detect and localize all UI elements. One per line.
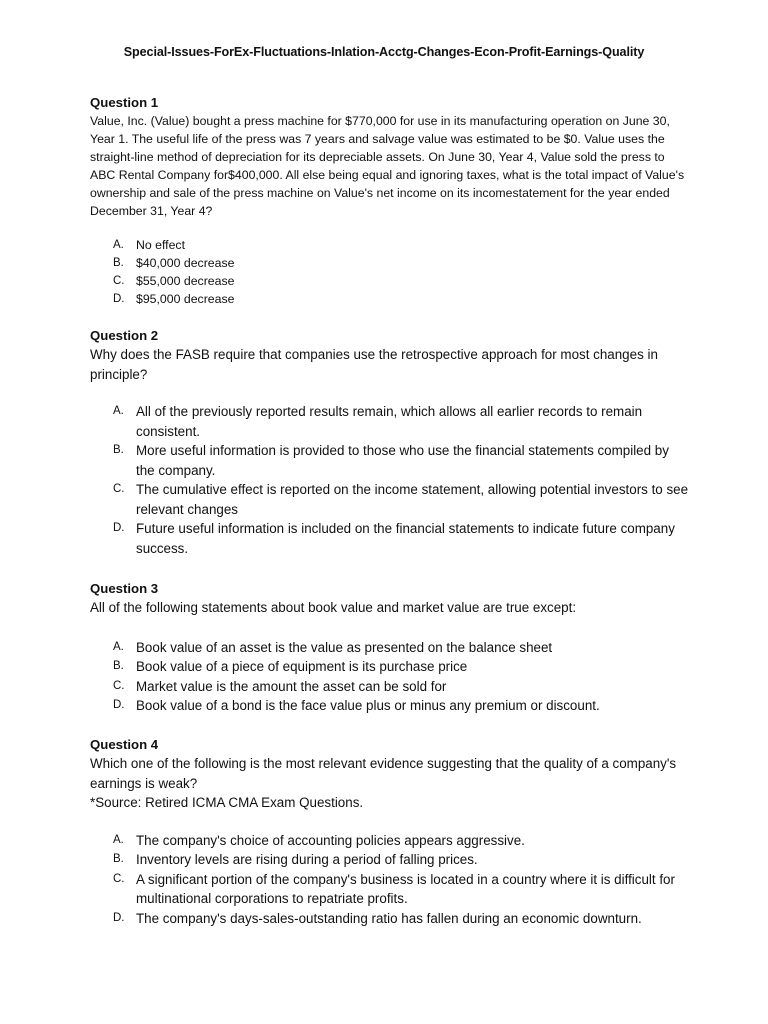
option-letter: C.: [113, 483, 125, 495]
option-letter: B.: [113, 257, 124, 269]
option-text: Book value of a bond is the face value plus or minus any premium or discount.: [136, 698, 600, 713]
question-heading: Question 1: [90, 95, 159, 110]
option-letter: C.: [113, 275, 125, 287]
answer-option: [90, 677, 690, 697]
answer-option: [90, 696, 690, 716]
question-text: Why does the FASB require that companies use the retrospective approach for most changes in principle?: [90, 347, 658, 382]
option-letter: D.: [113, 699, 125, 711]
answer-option: [90, 236, 690, 254]
option-text: The company's days-sales-outstanding ratio has fallen during an economic downturn.: [136, 910, 642, 926]
answer-option: [90, 831, 690, 851]
option-text: Book value of an asset is the value as presented on the balance sheet: [136, 639, 553, 655]
option-text: $40,000 decrease: [136, 256, 235, 270]
option-text: More useful information is provided to those who use the financial statements compiled by the company.: [136, 443, 669, 478]
question-text: Value, Inc. (Value) bought a press machine for $770,000 for use in its manufacturing operation on June 30, Year 1. The useful life of the press was 7 years and salvage value was estimated to be $0. Value uses the straight-line method of depreciation for its depreciable assets. On June 30, Year 4, Value sold the press to ABC Rental Company for$400,000. All else being equal and ignoring taxes, what is the total impact of Value's ownership and sale of the press machine on Value's net income on its incomestatement for the year ended December 31, Year 4?: [90, 114, 685, 218]
answer-option: [90, 290, 690, 308]
question-1: [90, 93, 690, 308]
option-letter: A.: [113, 833, 124, 846]
option-letter: B.: [113, 444, 124, 456]
answer-option: [90, 272, 690, 290]
option-text: $95,000 decrease: [136, 292, 235, 306]
option-letter: B.: [113, 660, 124, 672]
option-letter: D.: [113, 522, 125, 534]
option-letter: D.: [113, 293, 125, 305]
question-4: [90, 735, 690, 928]
option-letter: B.: [113, 853, 124, 865]
answer-option: [90, 402, 690, 441]
option-text: A significant portion of the company's business is located in a country where it is difficult for multinational corporations to repatriate profits.: [136, 871, 675, 906]
answer-option: [90, 909, 690, 929]
option-text: Market value is the amount the asset can be sold for: [136, 678, 447, 694]
question-text: All of the following statements about book value and market value are true except:: [90, 600, 577, 615]
option-letter: A.: [113, 239, 124, 251]
answer-option: [90, 870, 690, 909]
answer-option: [90, 254, 690, 272]
answer-option: [90, 850, 690, 870]
option-text: $55,000 decrease: [136, 274, 235, 288]
option-text: The cumulative effect is reported on the income statement, allowing potential investors to see relevant changes: [136, 482, 689, 517]
question-3: [90, 579, 690, 716]
option-letter: C.: [113, 679, 125, 692]
option-text: Inventory levels are rising during a period of falling prices.: [136, 852, 478, 867]
answer-option: [90, 519, 690, 558]
answer-option: [90, 657, 690, 677]
document-title: Special-Issues-ForEx-Fluctuations-Inlation-Acctg-Changes-Econ-Profit-Earnings-Quality: [123, 45, 645, 59]
question-text: Which one of the following is the most relevant evidence suggesting that the quality of a company's earnings is weak?: [90, 756, 677, 791]
answer-options: [90, 638, 690, 716]
answer-option: [90, 441, 690, 480]
question-2: [90, 326, 690, 558]
question-heading: Question 2: [90, 328, 159, 343]
option-text: Future useful information is included on the financial statements to indicate future company success.: [136, 521, 675, 556]
option-text: No effect: [136, 238, 185, 252]
question-source: *Source: Retired ICMA CMA Exam Questions.: [90, 795, 364, 810]
option-text: Book value of a piece of equipment is its purchase price: [136, 659, 468, 674]
option-text: All of the previously reported results remain, which allows all earlier records to remain consistent.: [136, 404, 643, 439]
answer-option: [90, 638, 690, 658]
option-letter: D.: [113, 911, 125, 924]
question-heading: Question 4: [90, 737, 159, 752]
option-letter: A.: [113, 640, 124, 653]
option-letter: A.: [113, 405, 124, 417]
answer-options: [90, 236, 690, 308]
option-letter: C.: [113, 872, 125, 885]
question-heading: Question 3: [90, 581, 159, 596]
option-text: The company's choice of accounting policies appears aggressive.: [136, 832, 525, 848]
answer-options: [90, 402, 690, 558]
answer-options: [90, 831, 690, 929]
answer-option: [90, 480, 690, 519]
